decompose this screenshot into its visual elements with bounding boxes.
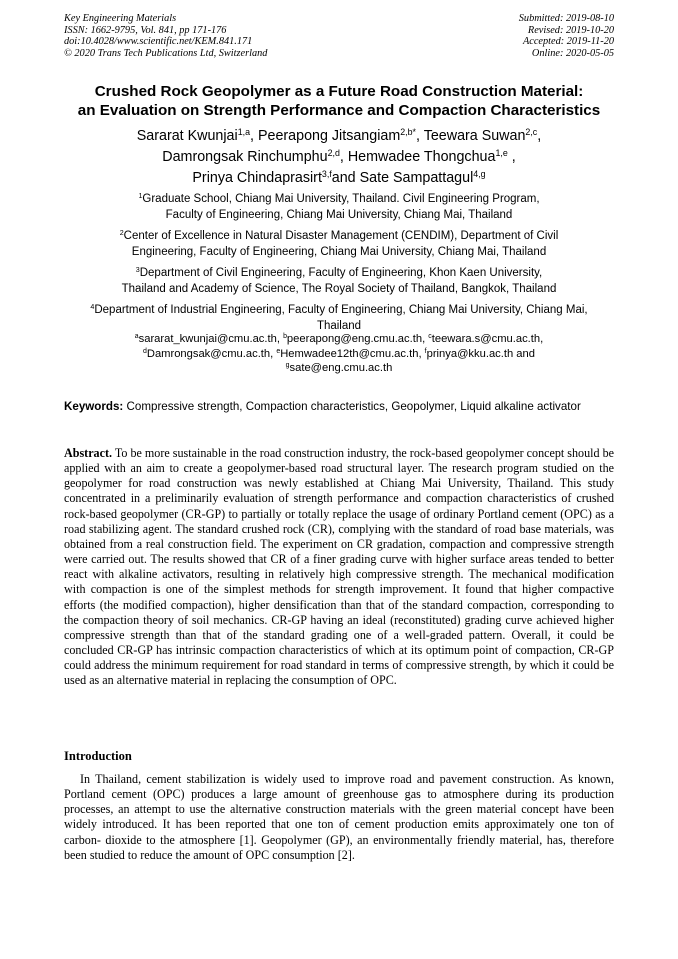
accepted-date: Accepted: 2019-11-20: [522, 36, 614, 47]
email-address[interactable]: prinya@kku.ac.th: [426, 347, 514, 360]
email-and: and: [513, 347, 535, 360]
keywords-label: Keywords:: [64, 400, 124, 413]
submitted-date: Submitted: 2019-08-10: [518, 13, 614, 24]
author-line: [30, 168, 648, 189]
author-separator: and: [331, 170, 360, 186]
author-affil-sup: 2,c: [525, 127, 538, 138]
introduction-paragraph: In Thailand, cement stabilization is widely used to improve road and pavement construction. As known, Portland cement (OPC) produces a large amount of greenhouse gas to atmosphere during its production processes, an attempt to use the alternative construction materials with the green material concept have been widely introduced. It has been reported that one ton of cement production emits approximately one ton of carbon- dioxide to the atmosphere [1]. Geopolymer (GP), an environmentally friendly material, has, therefore been studied to reduce the amount of OPC consumption [2].: [64, 772, 614, 862]
affiliation-text: Department of Industrial Engineering, Faculty of Engineering, Chiang Mai University, Chiang Mai,: [94, 304, 588, 316]
author-affil-sup: 1,a: [237, 127, 251, 138]
affiliation: [40, 229, 638, 260]
affiliation-text: Graduate School, Chiang Mai University, Thailand. Civil Engineering Program,: [142, 193, 540, 205]
author-affil-sup: 1,e: [495, 148, 508, 159]
email-sup: a: [134, 333, 139, 341]
email-sup: d: [143, 347, 147, 355]
journal-header: [64, 13, 267, 59]
author-name: Sate Sampattagul: [359, 170, 474, 186]
affiliation-list: [40, 192, 638, 340]
author-separator: ,: [507, 149, 516, 165]
title-line: Crushed Rock Geopolymer as a Future Road Construction Material:: [94, 83, 584, 100]
affiliation-text: Thailand: [316, 319, 362, 332]
email-address[interactable]: Hemwadee12th@cmu.ac.th: [280, 347, 419, 360]
author-separator: ,: [537, 128, 542, 144]
keywords-text: Compressive strength, Compaction characteristics, Geopolymer, Liquid alkaline activator: [126, 400, 581, 413]
abstract-text: To be more sustainable in the road construction industry, the rock-based geopolymer concept should be applied with an aim to create a geopolymer-based road structural layer. The research program studied on the geopolymer for road construction was newly established at Chiang Mai University, Thailand. This study concentrated in a preliminarily evaluation of strength performance and compaction characteristics of crushed rock-based geopolymer (CR-GP) to partially or totally replace the usage of ordinary Portland cement (OPC) as a road stabilizing agent. The standard crushed rock (CR), complying with the standard of road base materials, was obtained from a real construction field. The experiment on CR gradation, compaction and compressive strength were carried out. The results showed that CR of a finer grading curve with higher surface areas tended to better react with alkaline activators, resulting in relatively high compressive strength. The mechanical modification with compaction is one of the simplest methods for strength improvement. It found that higher compactive efforts (the modified compaction), higher densification than that of the standard compaction, corresponding to the compaction theory of soil mechanics. CR-GP having an ideal (reconstituted) grading curve achieved higher compressive strength than that of the standard grading one of a well-graded pattern. Overall, it could be concluded CR-GP has intrinsic compaction characteristics of which at its optimum point of compaction, CR-GP could address the minimum requirement for road standard in terms of compressive strength, by which it could be used as an alternative material in replacing the consumption of OPC.: [64, 446, 614, 688]
author-separator: ,: [339, 149, 348, 165]
affiliation-text: Thailand and Academy of Science, The Royal Society of Thailand, Bangkok, Thailand: [121, 282, 557, 295]
author-affil-sup: 2,d: [327, 148, 340, 159]
email-address[interactable]: sate@eng.cmu.ac.th: [289, 362, 393, 374]
affiliation-number: 2: [119, 229, 124, 238]
email-sup: g: [285, 362, 290, 370]
email-address[interactable]: sararat_kwunjai@cmu.ac.th: [138, 333, 277, 345]
dates-header: [519, 13, 614, 59]
email-address[interactable]: teewara.s@cmu.ac.th: [431, 333, 541, 345]
affiliation-text: Engineering, Faculty of Engineering, Chiang Mai University, Chiang Mai, Thailand: [131, 245, 547, 258]
affiliation-number: 4: [90, 303, 95, 312]
author-name: Damrongsak Rinchumphu: [162, 149, 328, 165]
affiliation-text: Faculty of Engineering, Chiang Mai University, Chiang Mai, Thailand: [165, 208, 513, 221]
journal-copyright: © 2020 Trans Tech Publications Ltd, Switzerland: [64, 47, 268, 59]
email-address[interactable]: Damrongsak@cmu.ac.th: [146, 347, 271, 360]
author-affil-sup: 4,g: [473, 169, 486, 180]
email-address[interactable]: peerapong@eng.cmu.ac.th: [286, 333, 423, 345]
author-name: Teewara Suwan: [423, 128, 526, 144]
email-sup: e: [276, 347, 281, 355]
affiliation-text: Department of Civil Engineering, Faculty of Engineering, Khon Kaen University,: [139, 267, 543, 279]
author-separator: ,: [250, 128, 258, 144]
author-separator: ,: [416, 128, 424, 144]
journal-issn: ISSN: 1662-9795, Vol. 841, pp 171-176: [64, 24, 227, 36]
revised-date: Revised: 2019-10-20: [527, 24, 614, 36]
journal-doi: doi:10.4028/www.scientific.net/KEM.841.171: [64, 36, 253, 47]
affiliation-number: 3: [135, 266, 140, 275]
online-date: Online: 2020-05-05: [531, 47, 614, 59]
affiliation: [40, 192, 638, 223]
author-name: Hemwadee Thongchua: [347, 149, 496, 165]
author-name: Sararat Kwunjai: [136, 128, 238, 144]
title-line: an Evaluation on Strength Performance and Compaction Characteristics: [77, 102, 601, 119]
paper-title: [40, 82, 638, 120]
email-list: [40, 332, 638, 376]
section-heading: Introduction: [64, 749, 132, 763]
keywords: [64, 399, 614, 414]
author-affil-sup: 2,b*: [400, 127, 416, 138]
email-sup: c: [428, 333, 432, 341]
author-line: [30, 147, 648, 168]
email-sup: f: [424, 347, 427, 355]
email-line: $^a$sararat_kwunjai@cmu.ac.th, $^b$peerapong@eng.cmu.ac.th, $^c$teewara.s@cmu.ac.th,: [134, 333, 544, 345]
affiliation-number: 1: [138, 192, 143, 201]
author-line: [30, 126, 648, 147]
affiliation-text: Center of Excellence in Natural Disaster Management (CENDIM), Department of Civil: [123, 230, 559, 242]
email-line: [40, 361, 638, 376]
author-name: Prinya Chindaprasirt: [192, 170, 322, 186]
abstract-label: Abstract.: [64, 446, 113, 460]
author-name: Peerapong Jitsangiam: [257, 128, 401, 144]
email-line: $^d$Damrongsak@cmu.ac.th, $^e$Hemwadee12th@cmu.ac.th, $^f$prinya@kku.ac.th and: [143, 347, 535, 360]
affiliation: [40, 266, 638, 297]
author-list: [30, 126, 648, 189]
email-sup: b: [283, 333, 287, 341]
abstract: [64, 446, 614, 689]
journal-name: Key Engineering Materials: [64, 13, 177, 24]
affiliation: [40, 303, 638, 334]
author-affil-sup: 3,f: [321, 169, 332, 180]
